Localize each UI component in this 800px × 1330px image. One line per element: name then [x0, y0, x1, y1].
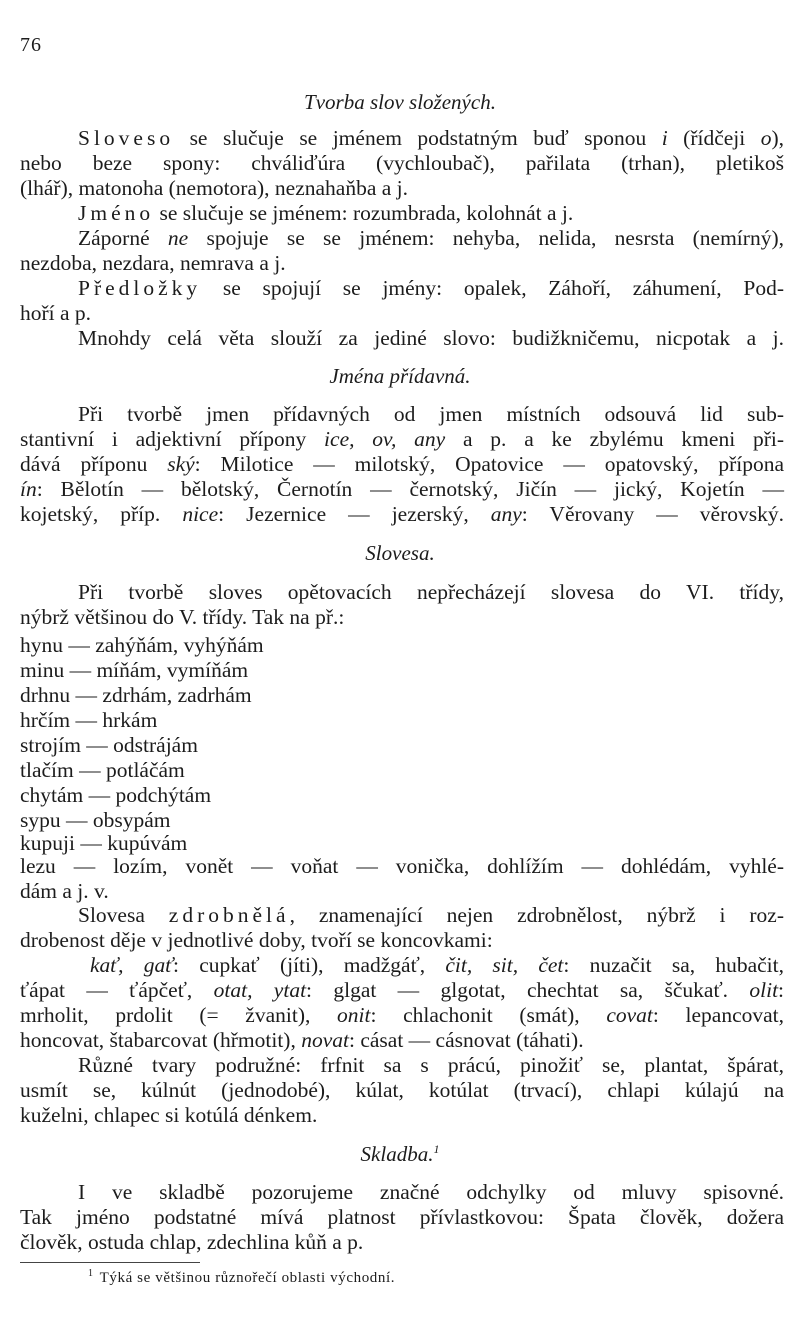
italic-term: nice	[182, 502, 219, 526]
footnote-mark: 1	[88, 1268, 94, 1279]
heading-skladba: Skladba.$^1$	[360, 1142, 440, 1166]
paragraph-line: Slovesa zdrobnělá, znamenající nejen zdrobnělost, nýbrž i roz-	[78, 903, 784, 927]
heading-slovesa: Slovesa.	[365, 541, 435, 565]
paragraph-line: Při tvorbě sloves opětovacích nepřecházejí slovesa do VI. třídy,	[78, 580, 784, 604]
heading-jmena-pridavna: Jména přídavná.	[329, 364, 471, 388]
footnote-text: Týká se většinou různořečí oblasti východní.	[99, 1270, 396, 1286]
example-line: hynu — zahýňám, vyhýňám	[20, 633, 264, 657]
italic-term: ín	[20, 477, 37, 501]
italic-term: i	[661, 126, 668, 150]
spaced-term: Sloveso	[78, 126, 175, 150]
spaced-term: zdrobnělá	[168, 903, 290, 927]
paragraph-line: nezdoba, nezdara, nemrava a j.	[20, 251, 286, 275]
spaced-term: Jméno	[78, 201, 155, 225]
footnote	[88, 1268, 395, 1287]
paragraph-line: člověk, ostuda chlap, zdechlina kůň a p.	[20, 1230, 364, 1254]
paragraph-line: nebo beze spony: chváliďúra (vychloubač), pařilata (trhan), pletikoš	[20, 151, 784, 175]
example-line: hrčím — hrkám	[20, 708, 158, 732]
page-number: 76	[20, 34, 42, 56]
paragraph-line: nýbrž většinou do V. třídy. Tak na př.:	[20, 605, 345, 629]
italic-term: čit, sit, čet	[445, 953, 564, 977]
example-line: chytám — podchýtám	[20, 783, 212, 807]
heading-tvorba-slov: Tvorba slov složených.	[304, 90, 496, 114]
paragraph-line: drobenost děje v jednotlivé doby, tvoří se koncovkami:	[20, 928, 493, 952]
paragraph-line: dává příponu ský: Milotice — milotský, Opatovice — opatovský, přípona	[20, 452, 785, 476]
paragraph-line: Tak jméno podstatné mívá platnost přívlastkovou: Špata člověk, dožera	[20, 1205, 784, 1229]
paragraph-line: ťápat — ťápčeť, otat, ytat: glgat — glgotat, chechtat sa, ščukať. olit:	[20, 978, 785, 1002]
italic-term: ne	[167, 226, 189, 250]
paragraph-line: Sloveso se slučuje se jménem podstatným buď sponou i (řídčeji o),	[78, 126, 785, 150]
italic-term: onit	[337, 1003, 371, 1027]
paragraph-line: Jméno se slučuje se jménem: rozumbrada, kolohnát a j.	[78, 201, 574, 225]
paragraph-line: Mnohdy celá věta slouží za jediné slovo: budižkničemu, nicpotak a j.	[78, 326, 784, 350]
footnote-reference: 1	[433, 1142, 440, 1156]
paragraph-line: I ve skladbě pozorujeme značné odchylky od mluvy spisovné.	[78, 1180, 784, 1204]
paragraph-line: hoří a p.	[20, 301, 92, 325]
italic-term: any	[490, 502, 522, 526]
example-line: drhnu — zdrhám, zadrhám	[20, 683, 252, 707]
italic-term: o	[760, 126, 772, 150]
paragraph-line: ín: Bělotín — bělotský, Černotín — černotský, Jičín — jický, Kojetín —	[20, 477, 784, 501]
footnote-divider	[20, 1262, 200, 1263]
paragraph-line: mrholit, prdolit (= žvanit), onit: chlachonit (smát), covat: lepancovat,	[20, 1003, 785, 1027]
paragraph-line: kojetský, příp. nice: Jezernice — jezerský, any: Věrovany — věrovský.	[20, 502, 784, 526]
paragraph-line: kuželni, chlapec si kotúlá dénkem.	[20, 1103, 318, 1127]
example-line: sypu — obsypám	[20, 808, 171, 832]
example-line: strojím — odstrájám	[20, 733, 198, 757]
paragraph-line: Předložky se spojují se jmény: opalek, Záhoří, záhumení, Pod-	[78, 276, 784, 300]
italic-term: olit	[749, 978, 779, 1002]
example-line: tlačím — potláčám	[20, 758, 185, 782]
paragraph-line: stantivní i adjektivní přípony ice, ov, any a p. a ke zbylému kmeni při-	[20, 427, 784, 451]
example-line: kupuji — kupúvám	[20, 831, 188, 855]
italic-term: kať, gať	[90, 953, 174, 977]
example-line: lezu — lozím, vonět — voňat — vonička, dohlížím — dohlédám, vyhlé-	[20, 854, 784, 878]
example-line: minu — míňám, vymíňám	[20, 658, 249, 682]
spaced-term: Předložky	[78, 276, 202, 300]
paragraph-line: usmít se, kúlnút (jednodobé), kúlat, kotúlat (trvací), chlapi kúlajú na	[20, 1078, 784, 1102]
italic-term: otat, ytat	[213, 978, 307, 1002]
italic-term: ice, ov, any	[324, 427, 446, 451]
paragraph-line: Záporné ne spojuje se se jménem: nehyba, nelida, nesrsta (nemírný),	[78, 226, 784, 250]
example-line: dám a j. v.	[20, 879, 109, 903]
italic-term: ský	[167, 452, 195, 476]
italic-term: novat	[301, 1028, 349, 1052]
paragraph-line: Při tvorbě jmen přídavných od jmen místních odsouvá lid sub-	[78, 402, 784, 426]
paragraph-line: Různé tvary podružné: frfnit sa s prácú, pinožiť se, plantat, špárat,	[78, 1053, 784, 1077]
paragraph-line: kať, gať: cupkať (jíti), madžgáť, čit, sit, čet: nuzačit sa, hubačit,	[90, 953, 784, 977]
paragraph-line: honcovat, štabarcovat (hřmotit), novat: cásat — cásnovat (táhati).	[20, 1028, 584, 1052]
italic-term: covat	[606, 1003, 653, 1027]
paragraph-line: (lhář), matonoha (nemotora), neznahaňba a j.	[20, 176, 409, 200]
